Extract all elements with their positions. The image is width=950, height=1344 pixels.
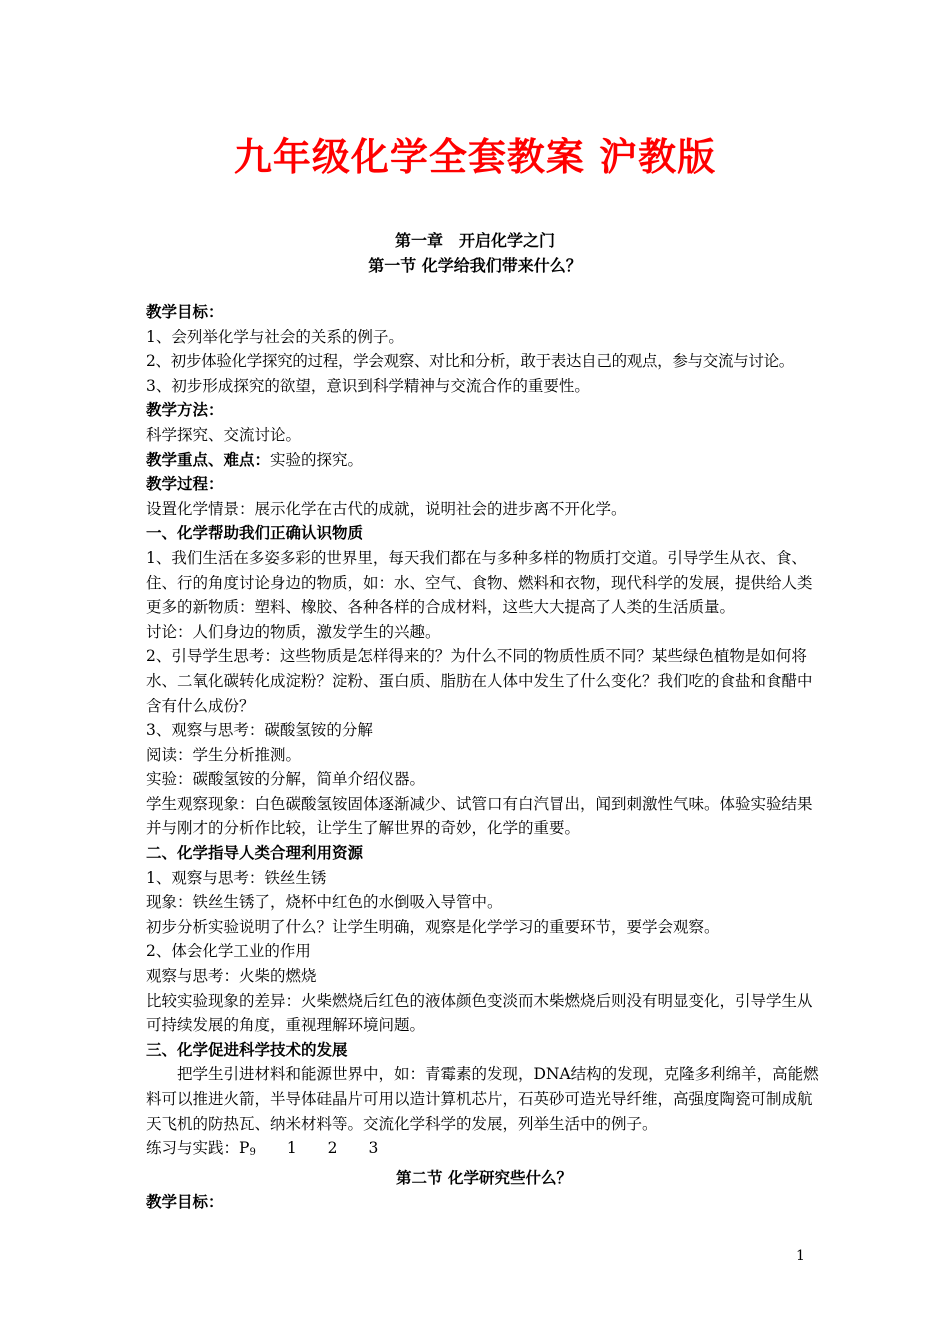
paragraph: 1、观察与思考：铁丝生锈	[146, 868, 327, 887]
page-title: 九年级化学全套教案 沪教版	[233, 134, 717, 179]
practice-line	[146, 1136, 822, 1166]
heading-one: 一、化学帮助我们正确认识物质	[146, 523, 364, 543]
paragraph: 2、引导学生思考：这些物质是怎样得来的？为什么不同的物质性质不同？某些绿色植物是如何将水、二氧化碳转化成淀粉？淀粉、蛋白质、脂肪在人体中发生了什么变化？我们吃的食盐和食醋中含有什么成份？	[146, 647, 813, 715]
goals-label: 教学目标：	[146, 302, 224, 321]
paragraph: 观察与思考：火柴的燃烧	[146, 967, 317, 986]
key-points	[146, 448, 822, 473]
page-number: 1	[796, 1248, 805, 1264]
paragraph: 把学生引进材料和能源世界中，如：青霉素的发现，DNA结构的发现，克隆多利绵羊，高能燃料可以推进火箭，半导体硅晶片可用以造计算机芯片，石英砂可造光导纤维，高强度陶瓷可制成航天飞机的防热瓦、纳米材料等。交流化学科学的发展，列举生活中的例子。	[146, 1065, 819, 1133]
setup-text: 设置化学情景：展示化学在古代的成就，说明社会的进步离不开化学。	[146, 499, 627, 518]
goals-label: 教学目标：	[146, 1192, 224, 1212]
key-value: 实验的探究。	[270, 450, 364, 469]
process-label: 教学过程：	[146, 474, 224, 494]
methods-text: 科学探究、交流讨论。	[146, 425, 302, 444]
key-label: 教学重点、难点：	[146, 449, 271, 469]
goal-item: 3、初步形成探究的欲望，意识到科学精神与交流合作的重要性。	[146, 376, 590, 395]
practice-subscript: 9	[249, 1147, 256, 1159]
document-body	[146, 300, 822, 1215]
paragraph: 2、体会化学工业的作用	[146, 942, 311, 961]
paragraph: 学生观察现象：白色碳酸氢铵固体逐渐减少、试管口有白汽冒出，闻到刺激性气味。体验实验结果并与刚才的分析作比较，让学生了解世界的奇妙，化学的重要。	[146, 794, 813, 838]
methods-label: 教学方法：	[146, 400, 224, 420]
paragraph: 实验：碳酸氢铵的分解，简单介绍仪器。	[146, 770, 426, 789]
heading-three: 三、化学促进科学技术的发展	[146, 1039, 348, 1059]
practice-items: 1 2 3	[255, 1139, 379, 1158]
chapter-heading: 第一章 开启化学之门	[394, 231, 555, 250]
heading-two: 二、化学指导人类合理利用资源	[146, 843, 364, 863]
paragraph: 初步分析实验说明了什么？让学生明确，观察是化学学习的重要环节，要学会观察。	[146, 917, 720, 936]
section-two-heading: 第二节 化学研究些什么？	[396, 1167, 572, 1187]
section-heading: 第一节 化学给我们带来什么？	[368, 256, 582, 275]
paragraph: 比较实验现象的差异：火柴燃烧后红色的液体颜色变淡而木柴燃烧后则没有明显变化，引导学生从可持续发展的角度，重视理解环境问题。	[146, 991, 813, 1035]
paragraph: 3、观察与思考：碳酸氢铵的分解	[146, 721, 373, 740]
goal-item: 2、初步体验化学探究的过程，学会观察、对比和分析，敢于表达自己的观点，参与交流与讨论。	[146, 352, 794, 371]
goal-item: 1、会列举化学与社会的关系的例子。	[146, 327, 404, 346]
paragraph: 阅读：学生分析推测。	[146, 745, 302, 764]
paragraph: 现象：铁丝生锈了，烧杯中红色的水倒吸入导管中。	[146, 893, 503, 912]
paragraph: 1、我们生活在多姿多彩的世界里，每天我们都在与多种多样的物质打交道。引导学生从衣、食、住、行的角度讨论身边的物质，如：水、空气、食物、燃料和衣物，现代科学的发展，提供给人类更多的新物质：塑料、橡胶、各种各样的合成材料，这些大大提高了人类的生活质量。	[146, 548, 813, 617]
paragraph: 讨论：人们身边的物质，激发学生的兴趣。	[146, 622, 441, 641]
practice-label: 练习与实践：P	[146, 1139, 250, 1158]
